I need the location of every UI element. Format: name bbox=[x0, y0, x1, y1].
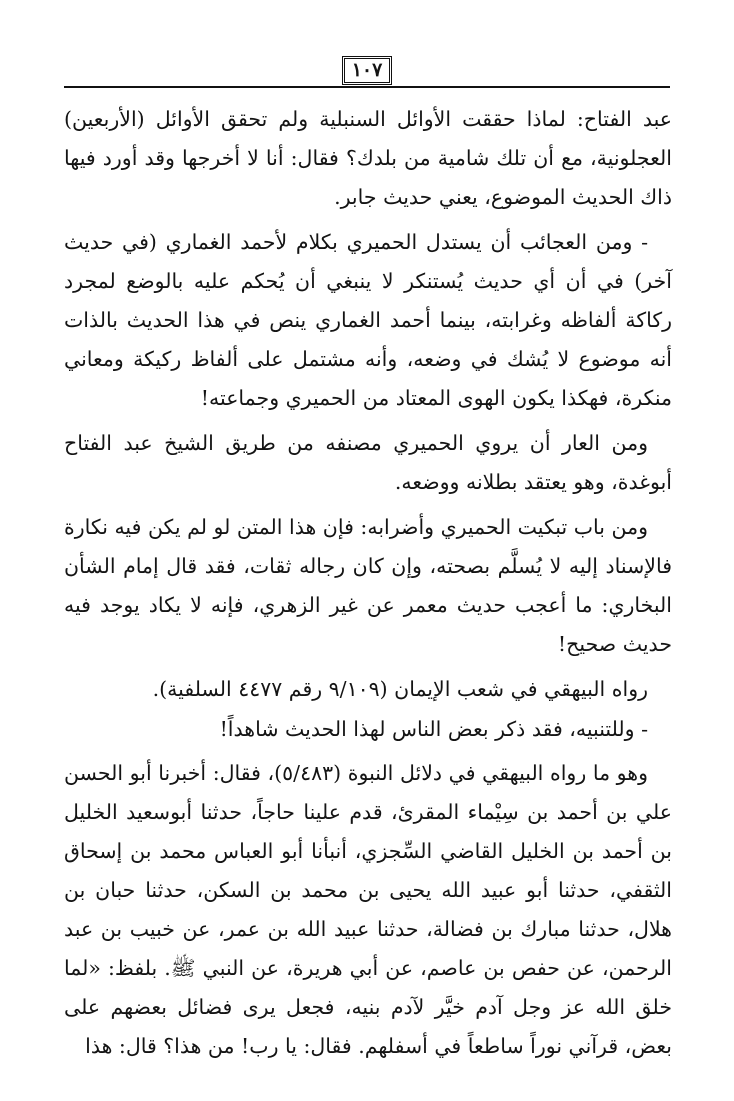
paragraph-4: ومن باب تبكيت الحميري وأضرابه: فإن هذا المتن لو لم يكن فيه نكارة فالإسناد إليه لا يُسلَّم بصحته، وإن كان رجاله ثقات، فقد قال إمام الشأن البخاري: ما أعجب حديث معمر عن غير الزهري، فإنه لا يكاد يوجد فيه حديث صحيح! bbox=[64, 515, 672, 656]
page-number: ١٠٧ bbox=[342, 56, 392, 85]
header-rule bbox=[64, 86, 670, 88]
paragraph-6: - وللتنبيه، فقد ذكر بعض الناس لهذا الحديث شاهداً! bbox=[219, 717, 648, 741]
paragraph-2: - ومن العجائب أن يستدل الحميري بكلام لأحمد الغماري (في حديث آخر) في أن أي حديث يُستنكر لا ينبغي أن يُحكم عليه بالوضع لمجرد ركاكة ألفاظه وغرابته، بينما أحمد الغماري ينص في هذا الحديث بالذات أنه موضوع لا يُشك في وضعه، وأنه مشتمل على ألفاظ ركيكة ومعاني منكرة، فهكذا يكون الهوى المعتاد من الحميري وجماعته! bbox=[64, 230, 672, 410]
page-body bbox=[64, 100, 672, 1072]
page-header bbox=[64, 56, 670, 96]
paragraph-5: رواه البيهقي في شعب الإيمان (٩/١٠٩ رقم ٤٤٧٧ السلفية). bbox=[152, 677, 648, 701]
paragraph-7: وهو ما رواه البيهقي في دلائل النبوة (٥/٤٨٣)، فقال: أخبرنا أبو الحسن علي بن أحمد بن سِيْماء المقرئ، قدم علينا حاجاً، حدثنا أبوسعيد الخليل بن أحمد بن الخليل القاضي السِّجزي، أنبأنا أبو العباس محمد بن إسحاق الثقفي، حدثنا أبو عبيد الله يحيى بن محمد بن السكن، حدثنا حبان بن هلال، حدثنا مبارك بن فضالة، حدثنا عبيد الله بن عمر، عن خبيب بن عبد الرحمن، عن حفص بن عاصم، عن أبي هريرة، عن النبي ﷺ. بلفظ: «لما خلق الله عز وجل آدم خيَّر لآدم بنيه، فجعل يرى فضائل بعضهم على بعض، قرآني نوراً ساطعاً في أسفلهم. فقال: يا رب! من هذا؟ قال: هذا bbox=[64, 761, 672, 1058]
paragraph-1: عبد الفتاح: لماذا حققت الأوائل السنبلية ولم تحقق الأوائل (الأربعين) العجلونية، مع أن تلك شامية من بلدك؟ فقال: أنا لا أخرجها وقد أورد فيها ذاك الحديث الموضوع، يعني حديث جابر. bbox=[64, 107, 672, 209]
paragraph-3: ومن العار أن يروي الحميري مصنفه من طريق الشيخ عبد الفتاح أبوغدة، وهو يعتقد بطلانه ووضعه. bbox=[64, 431, 672, 494]
